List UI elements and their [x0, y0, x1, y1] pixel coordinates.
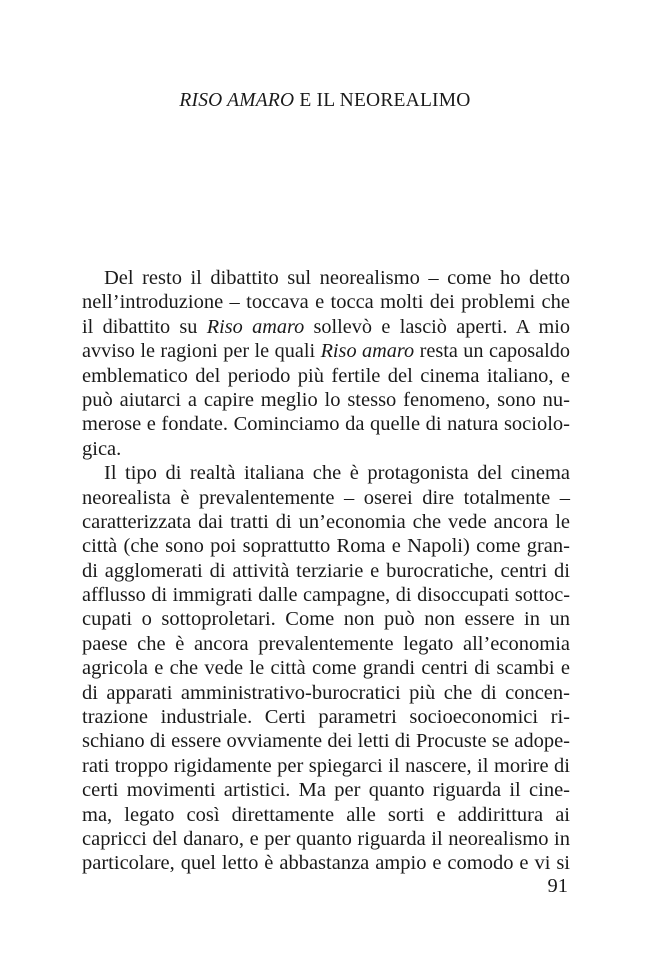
text-segment: cupati o sottoproletari. Come non può non essere in un — [82, 608, 570, 631]
text-segment: afflusso di immigrati dalle campagne, di disoccupati sottoc- — [82, 584, 570, 607]
running-head-rest: E IL NEOREALIMO — [294, 90, 471, 111]
text-segment: di agglomerati di attività terziarie e burocratiche, centri di — [82, 559, 570, 582]
text-line — [82, 681, 570, 705]
text-line — [82, 729, 570, 753]
text-segment: trazione industriale. Certi parametri socioeconomici ri- — [82, 706, 570, 729]
text-segment: avviso le ragioni per le quali — [82, 340, 321, 363]
body-text — [82, 266, 570, 876]
text-line — [82, 583, 570, 607]
text-line — [82, 534, 570, 558]
text-segment: capricci del danaro, e per quanto riguarda il neorealismo in — [82, 827, 570, 850]
text-segment: emblematico del periodo più fertile del cinema italiano, e — [82, 364, 570, 387]
text-segment: di apparati amministrativo-burocratici più che di concen- — [82, 681, 570, 704]
text-line — [82, 656, 570, 680]
text-segment: schiano di essere ovviamente dei letti di Procuste se adope- — [82, 730, 570, 753]
text-segment: può aiutarci a capire meglio lo stesso fenomeno, sono nu- — [82, 388, 570, 411]
text-segment: città (che sono poi soprattutto Roma e Napoli) come gran- — [82, 535, 570, 558]
text-line — [82, 412, 570, 436]
text-segment: nell’introduzione – toccava e tocca molti dei problemi che — [82, 291, 570, 314]
text-line — [82, 851, 570, 875]
italic-title: Riso amaro — [206, 315, 305, 338]
text-segment: gica. — [82, 437, 122, 460]
text-line — [82, 559, 570, 583]
text-line — [82, 778, 570, 802]
text-line — [82, 803, 570, 827]
text-segment: resta un caposaldo — [414, 340, 570, 363]
text-line — [82, 364, 570, 388]
text-line — [82, 486, 570, 510]
text-segment: merose e fondate. Cominciamo da quelle di natura sociolo- — [82, 413, 570, 436]
running-head — [0, 86, 650, 116]
text-segment: Il tipo di realtà italiana che è protagonista del cinema — [104, 462, 570, 485]
text-segment: particolare, quel letto è abbastanza ampio e comodo e vi si — [82, 852, 570, 875]
text-segment: rati troppo rigidamente per spiegarci il nascere, il morire di — [82, 754, 570, 777]
text-line — [82, 705, 570, 729]
text-line — [82, 290, 570, 314]
text-line — [82, 388, 570, 412]
text-segment: ma, legato così direttamente alle sorti e addirittura ai — [82, 803, 570, 826]
text-segment: caratterizzata dai tratti di un’economia che vede ancora le — [82, 510, 570, 533]
text-line — [82, 607, 570, 631]
text-line — [82, 754, 570, 778]
text-line — [82, 827, 570, 851]
text-line — [82, 315, 570, 339]
running-head-italic: RISO AMARO — [179, 90, 295, 111]
text-segment: sollevò e lasciò aperti. A mio — [304, 315, 570, 338]
text-line — [82, 266, 570, 290]
text-segment: neorealista è prevalentemente – oserei dire totalmente – — [82, 486, 570, 509]
text-line — [82, 339, 570, 363]
text-line — [82, 437, 570, 461]
text-segment: paese che è ancora prevalentemente legato all’economia — [82, 632, 570, 655]
text-line — [82, 632, 570, 656]
text-segment: Del resto il dibattito sul neorealismo – come ho detto — [104, 267, 570, 289]
text-segment: agricola e che vede le città come grandi centri di scambi e — [82, 657, 570, 680]
text-line — [82, 461, 570, 485]
text-segment: certi movimenti artistici. Ma per quanto riguarda il cine- — [82, 779, 570, 802]
italic-title: Riso amaro — [320, 340, 415, 363]
text-line — [82, 510, 570, 534]
page-number: 91 — [547, 875, 568, 897]
text-segment: il dibattito su — [82, 315, 207, 338]
